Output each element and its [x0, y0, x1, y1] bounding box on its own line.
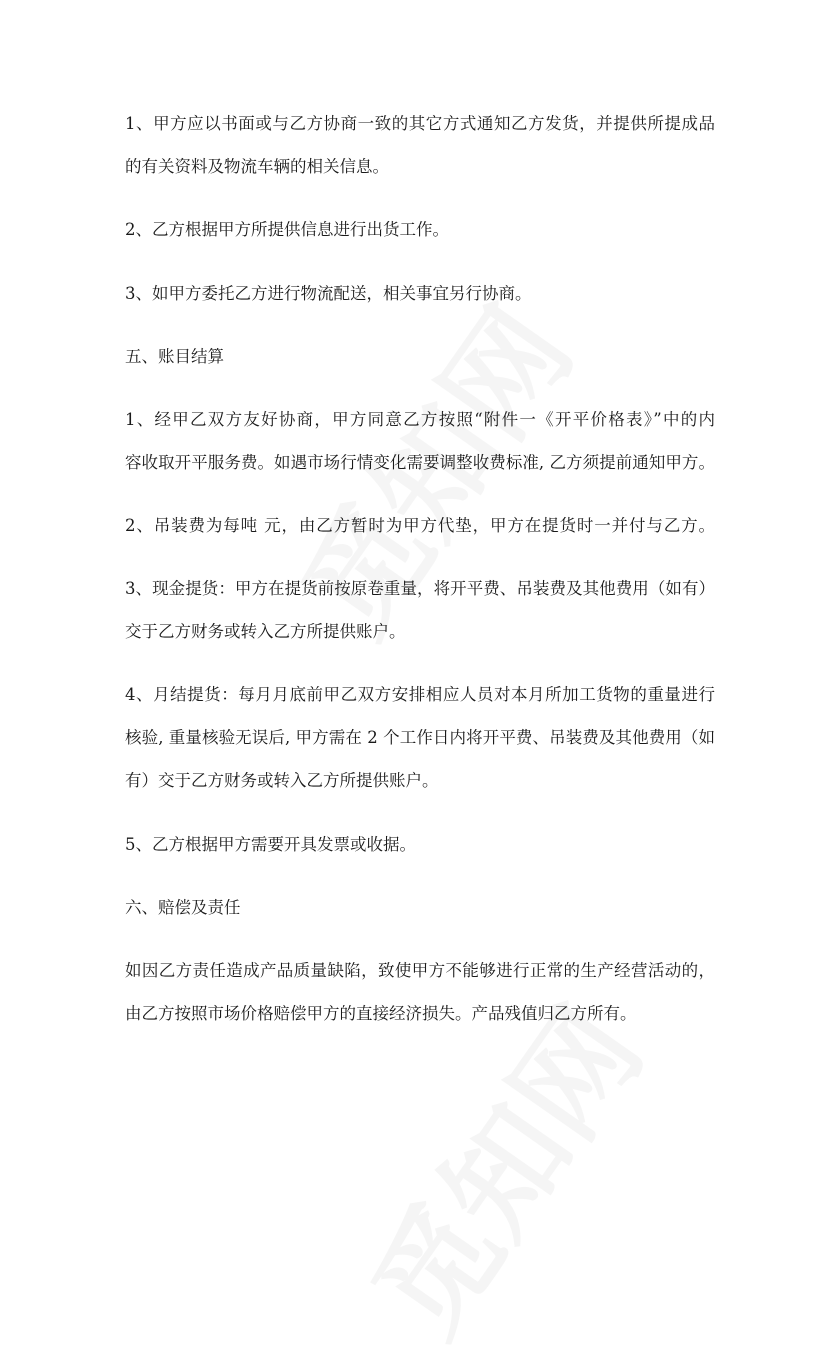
paragraph-line: 2、吊装费为每吨 元，由乙方暂时为甲方代垫，甲方在提货时一并付与乙方。 [125, 516, 715, 535]
paragraph-line: 交于乙方财务或转入乙方所提供账户。 [125, 622, 406, 641]
paragraph-line: 如因乙方责任造成产品质量缺陷，致使甲方不能够进行正常的生产经营活动的， [125, 961, 715, 980]
paragraph-line: 3、如甲方委托乙方进行物流配送，相关事宜另行协商。 [125, 284, 532, 303]
paragraph-line: 容收取开平服务费。如遇市场行情变化需要调整收费标准, 乙方须提前通知甲方。 [125, 453, 715, 472]
paragraph-line: 5、乙方根据甲方需要开具发票或收据。 [125, 835, 416, 854]
paragraph-line: 1、甲方应以书面或与乙方协商一致的其它方式通知乙方发货，并提供所提成品 [125, 114, 715, 133]
paragraph-line: 3、现金提货：甲方在提货前按原卷重量，将开平费、吊装费及其他费用（如有） [125, 579, 715, 598]
section-heading: 五、账目结算 [125, 347, 224, 366]
paragraph-line: 由乙方按照市场价格赔偿甲方的直接经济损失。产品残值归乙方所有。 [125, 1004, 637, 1023]
section-heading: 六、赔偿及责任 [125, 898, 241, 917]
paragraph-line: 的有关资料及物流车辆的相关信息。 [125, 157, 389, 176]
paragraph-line: 2、乙方根据甲方所提供信息进行出货工作。 [125, 220, 449, 239]
paragraph-line: 4、月结提货：每月月底前甲乙双方安排相应人员对本月所加工货物的重量进行 [125, 685, 715, 704]
paragraph-line: 有）交于乙方财务或转入乙方所提供账户。 [125, 771, 439, 790]
paragraph-line: 1、经甲乙双方友好协商，甲方同意乙方按照“附件一《开平价格表》”中的内 [125, 410, 715, 429]
watermark [326, 969, 673, 1363]
paragraph-line: 核验, 重量核验无误后, 甲方需在 2 个工作日内将开平费、吊装费及其他费用（如 [125, 728, 715, 747]
